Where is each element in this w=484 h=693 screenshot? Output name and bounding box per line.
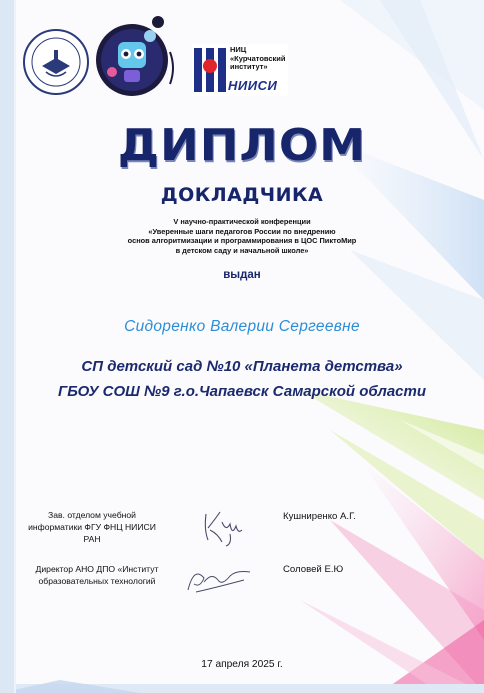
signer-2-role [22,563,172,587]
signer-1-role-line2: информатики ФГУ ФНЦ НИИСИ [28,522,156,532]
signer-1-role [22,509,162,545]
issued-label: выдан [223,269,261,281]
conference-line-3: основ алгоритмизации и программирования в ЦОС ПиктоМир [127,236,357,246]
niisi-caption-line3: институт» [230,62,268,71]
conference-line-4: в детском саду и начальной школе» [175,245,309,255]
piktomir-logo [88,12,180,104]
organization-line-1: СП детский сад №10 «Планета детства» [81,358,403,375]
signature-2-image [184,558,254,598]
conference-line-2: «Уверенные шаги педагогов России по внедрению [148,226,336,236]
signer-1-role-line1: Зав. отделом учебной [48,510,136,520]
signer-1-role-line3: РАН [83,534,101,544]
signer-2-role-line2: образовательных технологий [38,576,156,586]
issue-date: 17 апреля 2025 г. [201,659,283,670]
niisi-brand: НИИСИ [228,78,278,93]
recipient-name: Сидоренко Валерии Сергеевне [124,318,360,335]
diploma-title: ДИПЛОМ [117,120,367,171]
conference-description [60,217,424,255]
conference-line-1: V научно-практической конференции [173,217,311,226]
signer-2-name: Соловей Е.Ю [283,564,344,575]
niisi-caption-line1: НИЦ [230,45,247,54]
organization-line-2: ГБОУ СОШ №9 г.о.Чапаевск Самарской области [58,383,426,400]
diploma-subtitle: ДОКЛАДЧИКА [160,184,324,206]
signature-1-image [200,500,250,550]
signer-1-name: Кушниренко А.Г. [283,511,356,522]
niisi-caption-line2: «Курчатовский [230,53,286,63]
institut-logo [22,28,90,96]
niisi-caption [230,46,285,72]
signer-2-role-line1: Директор АНО ДПО «Институт [35,564,159,574]
niisi-logo [192,44,288,96]
kurchatov-emblem-icon [194,48,226,92]
